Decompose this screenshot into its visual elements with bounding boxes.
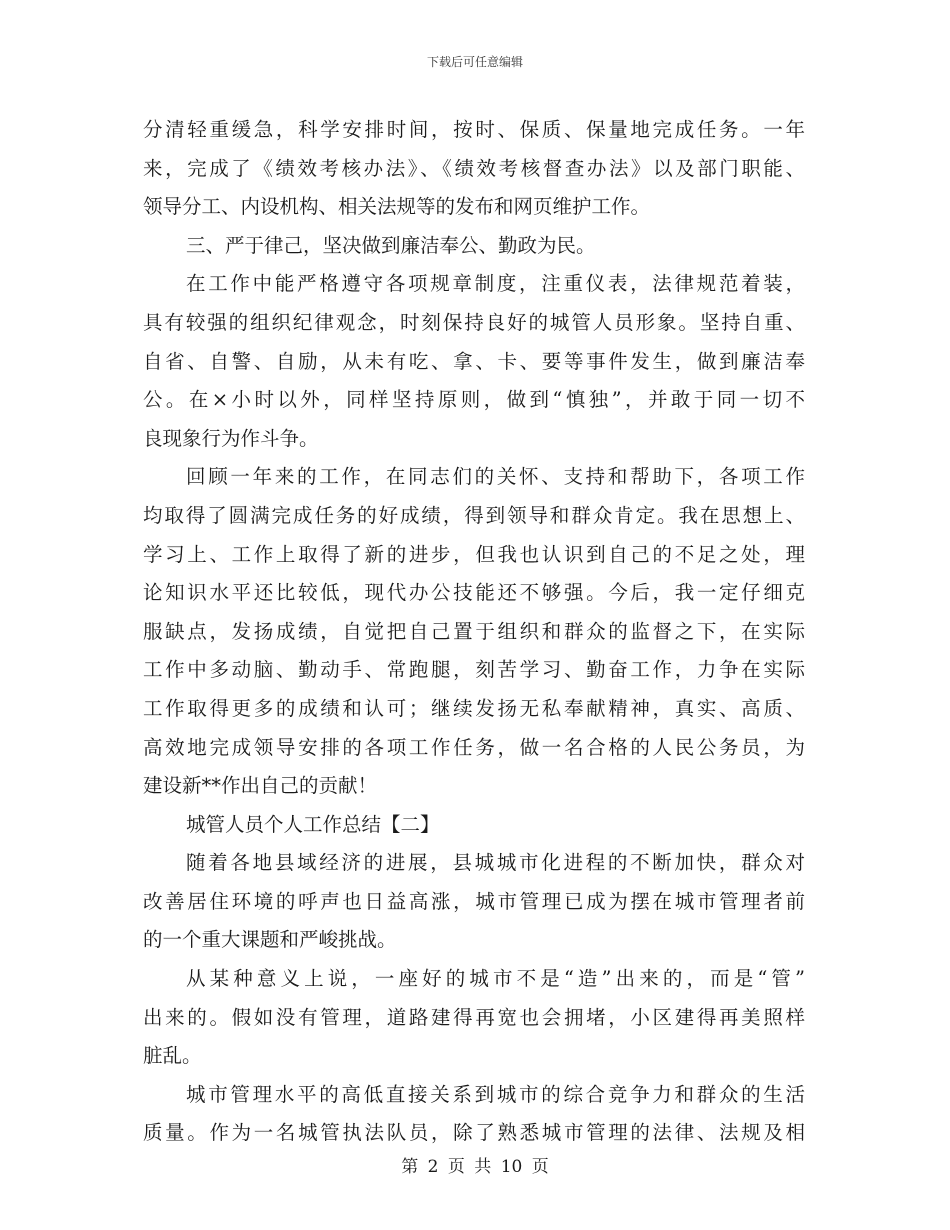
text-line: 工作中多动脑、勤动手、常跑腿，刻苦学习、勤奋工作，力争在实际 bbox=[143, 658, 805, 682]
text-line: 良现象行为作斗争。 bbox=[143, 426, 319, 450]
page-header: 下载后可任意编辑 bbox=[426, 55, 523, 69]
text-line: 的一个重大课题和严峻挑战。 bbox=[143, 928, 397, 952]
page-footer: 第 2 页 共 10 页 bbox=[401, 1157, 549, 1177]
text-line: 在工作中能严格遵守各项规章制度，注重仪表，法律规范着装， bbox=[186, 272, 805, 296]
text-line: 脏乱。 bbox=[143, 1044, 202, 1068]
text-line: 领导分工、内设机构、相关法规等的发布和网页维护工作。 bbox=[143, 195, 651, 219]
text-line: 三、严于律己，坚决做到廉洁奉公、勤政为民。 bbox=[186, 233, 596, 257]
text-line: 自省、自警、自励，从未有吃、拿、卡、要等事件发生，做到廉洁奉 bbox=[143, 349, 805, 373]
document-body bbox=[143, 111, 805, 1153]
text-line: 城管人员个人工作总结【二】 bbox=[186, 812, 440, 836]
text-line: 改善居住环境的呼声也日益高涨，城市管理已成为摆在城市管理者前 bbox=[143, 889, 805, 913]
text-line: 随着各地县域经济的进展，县城城市化进程的不断加快，群众对 bbox=[186, 851, 805, 875]
text-line: 学习上、工作上取得了新的进步，但我也认识到自己的不足之处，理 bbox=[143, 542, 805, 566]
text-line: 出来的。假如没有管理，道路建得再宽也会拥堵，小区建得再美照样 bbox=[143, 1005, 805, 1029]
text-line: 工作取得更多的成绩和认可；继续发扬无私奉献精神，真实、高质、 bbox=[143, 696, 805, 720]
text-line: 公。在×小时以外，同样坚持原则，做到“慎独”，并敢于同一切不 bbox=[143, 388, 805, 412]
text-line: 高效地完成领导安排的各项工作任务，做一名合格的人民公务员，为 bbox=[143, 735, 805, 759]
text-line: 建设新**作出自己的贡献！ bbox=[143, 774, 378, 798]
text-line: 均取得了圆满完成任务的好成绩，得到领导和群众肯定。我在思想上、 bbox=[143, 503, 805, 527]
text-line: 分清轻重缓急，科学安排时间，按时、保质、保量地完成任务。一年 bbox=[143, 118, 805, 141]
text-line: 从某种意义上说，一座好的城市不是“造”出来的，而是“管” bbox=[186, 967, 805, 991]
text-line: 来，完成了《绩效考核办法》、《绩效考核督查办法》以及部门职能、 bbox=[143, 156, 805, 180]
text-line: 具有较强的组织纪律观念，时刻保持良好的城管人员形象。坚持自重、 bbox=[143, 310, 805, 334]
text-line: 回顾一年来的工作，在同志们的关怀、支持和帮助下，各项工作 bbox=[186, 465, 805, 489]
text-line: 服缺点，发扬成绩，自觉把自己置于组织和群众的监督之下，在实际 bbox=[143, 619, 805, 643]
text-line: 论知识水平还比较低，现代办公技能还不够强。今后，我一定仔细克 bbox=[143, 581, 805, 605]
text-line: 城市管理水平的高低直接关系到城市的综合竞争力和群众的生活 bbox=[186, 1082, 805, 1106]
text-line: 质量。作为一名城管执法队员，除了熟悉城市管理的法律、法规及相 bbox=[143, 1121, 805, 1145]
